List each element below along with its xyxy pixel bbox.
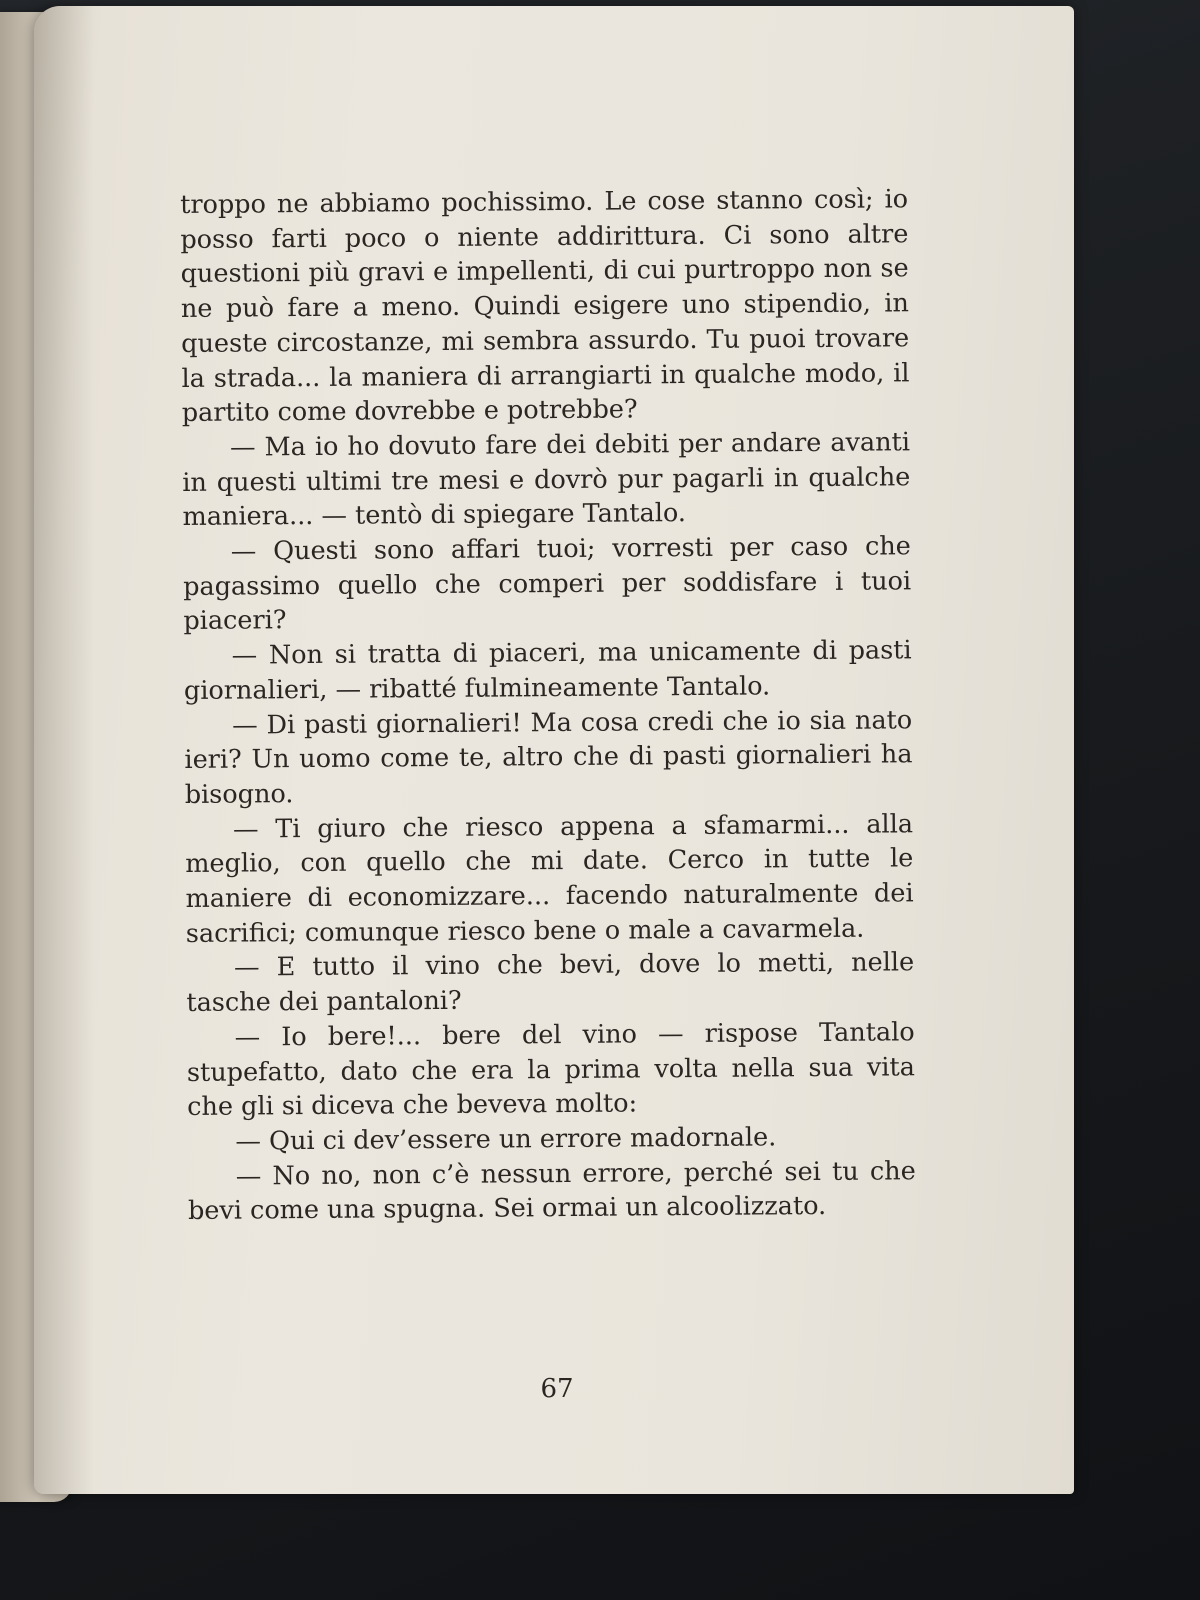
body-text [180,182,916,1229]
book-page [34,6,1074,1494]
paragraph: — Questi sono affari tuoi; vorresti per caso che pagassimo quello che comperi per soddisfare i tuoi piaceri? [183,531,912,637]
page-number-text: 67 [540,1374,574,1404]
paragraph: troppo ne abbiamo pochissimo. Le cose stanno così; io posso farti poco o niente addirittura. Ci sono altre questioni più gravi e impellenti, di cui purtroppo non se ne può fare a meno. Quindi esigere uno stipendio, in queste circostanze, mi sembra assurdo. Tu puoi trovare la strada... la maniera di arrangiarti in qualche modo, il partito come dovrebbe e potrebbe? [180,184,910,429]
paragraph: — Di pasti giornalieri! Ma cosa credi che io sia nato ieri? Un uomo come te, altro che di pasti giornalieri ha bisogno. [184,704,913,810]
paragraph: — Ti giuro che riesco appena a sfamarmi... alla meglio, con quello che mi date. Cerco in tutte le maniere di economizzare... facendo naturalmente dei sacrifici; comunque riesco bene o male a cavarmela. [185,808,914,949]
paragraph: — Io bere!... bere del vino — rispose Tantalo stupefatto, dato che era la prima volta nella sua vita che gli si diceva che beveva molto: [186,1017,916,1123]
paragraph: — Ma io ho dovuto fare dei debiti per andare avanti in questi ultimi tre mesi e dovrò pur pagarli in qualche maniera... — tentò di spiegare Tantalo. [182,427,911,533]
paragraph: — No no, non c’è nessun errore, perché sei tu che bevi come una spugna. Sei ormai un alcoolizzato. [187,1155,916,1227]
paragraph: — Non si tratta di piaceri, ma unicamente di pasti giornalieri, — ribatté fulmineamente Tantalo. [183,635,912,706]
page-number [34,1374,1074,1404]
paragraph: — E tutto il vino che bevi, dove lo metti, nelle tasche dei pantaloni? [186,947,915,1019]
gutter-shadow [34,6,94,1494]
paragraph: — Qui ci dev’essere un errore madornale. [235,1122,777,1157]
